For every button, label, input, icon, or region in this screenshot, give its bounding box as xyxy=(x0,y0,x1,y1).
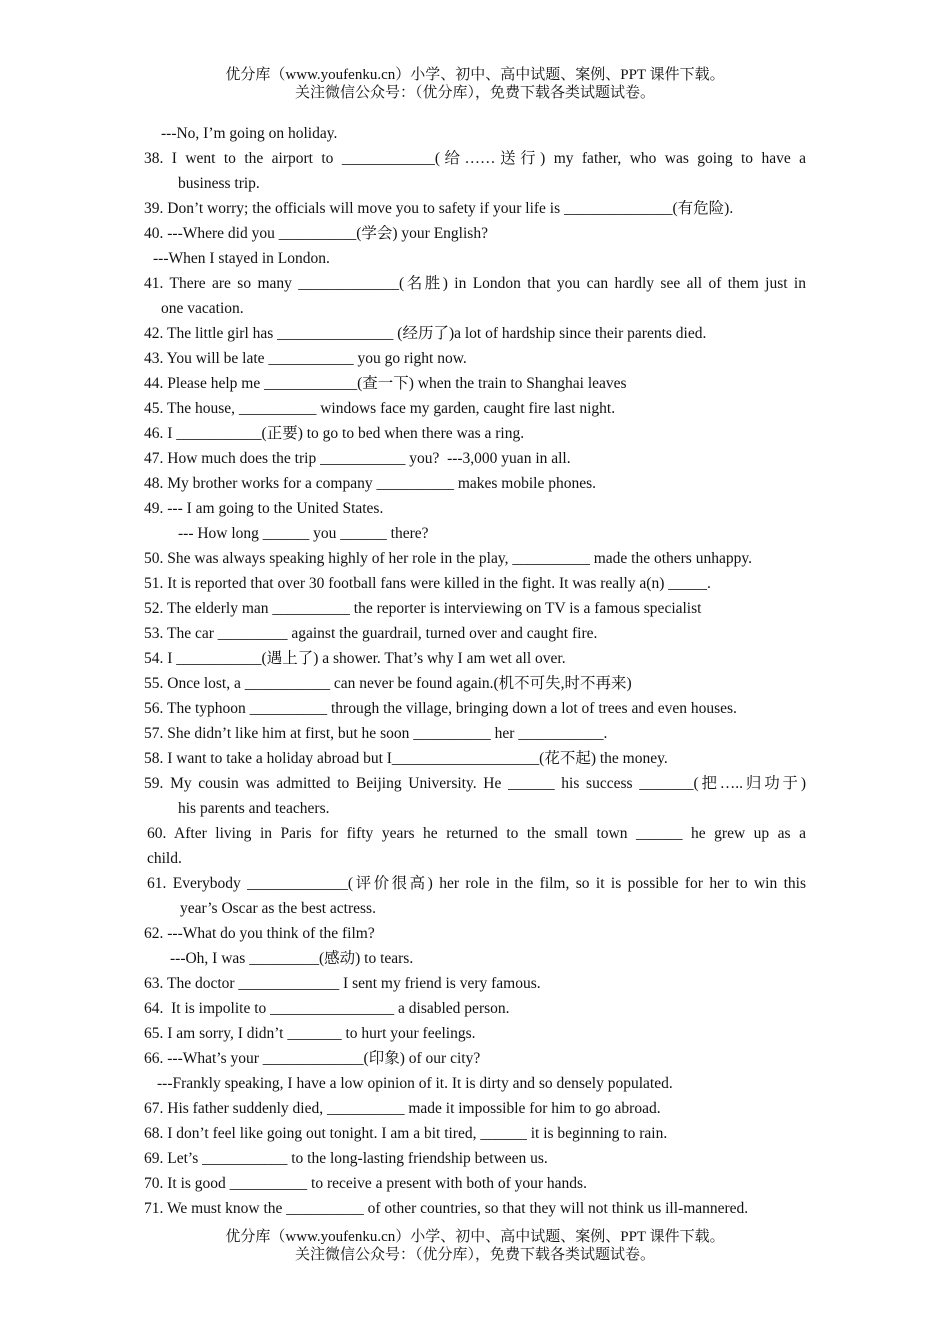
page-header xyxy=(0,66,950,102)
exercise-line: --- How long ______ you ______ there? xyxy=(178,525,429,542)
exercise-line: business trip. xyxy=(178,175,260,192)
footer-line-1: 优分库（www.youfenku.cn）小学、初中、高中试题、案例、PPT 课件下载。 xyxy=(225,1229,725,1245)
exercise-line: 46. I ___________(正要) to go to bed when there was a ring. xyxy=(144,425,525,442)
exercise-line: 63. The doctor _____________ I sent my friend is very famous. xyxy=(144,975,541,992)
exercise-line: 50. She was always speaking highly of her role in the play, __________ made the others unhappy. xyxy=(144,550,752,567)
exercise-line: 43. You will be late ___________ you go right now. xyxy=(144,350,467,367)
exercise-line: 56. The typhoon __________ through the village, bringing down a lot of trees and even houses. xyxy=(144,700,737,717)
exercise-line: 62. ---What do you think of the film? xyxy=(144,925,375,942)
exercise-line: 51. It is reported that over 30 football fans were killed in the fight. It was really a(n) _____. xyxy=(144,575,711,592)
exercise-line: 40. ---Where did you __________(学会) your English? xyxy=(144,225,488,242)
exercise-line: 61. Everybody _____________(评价很高) her role in the film, so it is possible for her to win this xyxy=(147,875,806,892)
exercise-line: 65. I am sorry, I didn’t _______ to hurt your feelings. xyxy=(144,1025,476,1042)
exercise-line: 66. ---What’s your _____________(印象) of our city? xyxy=(144,1050,481,1067)
exercise-line: 38. I went to the airport to ____________(给……送行) my father, who was going to have a xyxy=(144,150,806,167)
exercise-line: ---No, I’m going on holiday. xyxy=(161,125,338,142)
exercise-line: 52. The elderly man __________ the reporter is interviewing on TV is a famous specialist xyxy=(144,600,702,617)
exercise-line: ---Frankly speaking, I have a low opinion of it. It is dirty and so densely populated. xyxy=(157,1075,673,1092)
exercise-line: year’s Oscar as the best actress. xyxy=(180,900,376,917)
exercise-line: 47. How much does the trip ___________ you? ---3,000 yuan in all. xyxy=(144,450,571,467)
exercise-line: 57. She didn’t like him at first, but he soon __________ her ___________. xyxy=(144,725,608,742)
exercise-line: 41. There are so many _____________(名胜) in London that you can hardly see all of them just in xyxy=(144,275,806,292)
page-footer xyxy=(0,1228,950,1264)
exercise-line: 39. Don’t worry; the officials will move you to safety if your life is ______________(有危险). xyxy=(144,200,734,217)
header-line-1: 优分库（www.youfenku.cn）小学、初中、高中试题、案例、PPT 课件下载。 xyxy=(225,67,725,83)
exercise-line: 64. It is impolite to ________________ a disabled person. xyxy=(144,1000,510,1017)
exercise-line: 69. Let’s ___________ to the long-lasting friendship between us. xyxy=(144,1150,548,1167)
exercise-line: ---When I stayed in London. xyxy=(153,250,330,267)
footer-line-2: 关注微信公众号：（优分库），免费下载各类试题试卷。 xyxy=(294,1247,655,1263)
exercise-line: 54. I ___________(遇上了) a shower. That’s why I am wet all over. xyxy=(144,650,566,667)
exercise-line: 44. Please help me ____________(查一下) when the train to Shanghai leaves xyxy=(144,375,627,392)
exercise-line: 71. We must know the __________ of other countries, so that they will not think us ill-mannered. xyxy=(144,1200,749,1217)
exercise-line: ---Oh, I was _________(感动) to tears. xyxy=(170,950,414,967)
exercise-line: child. xyxy=(147,850,182,867)
exercise-line: 60. After living in Paris for fifty years he returned to the small town ______ he grew up as a xyxy=(147,825,806,842)
exercise-line: 45. The house, __________ windows face my garden, caught fire last night. xyxy=(144,400,616,417)
exercise-line: one vacation. xyxy=(161,300,244,317)
exercise-line: 70. It is good __________ to receive a present with both of your hands. xyxy=(144,1175,587,1192)
exercise-line: 55. Once lost, a ___________ can never be found again.(机不可失,时不再来) xyxy=(144,675,632,692)
exercise-line: 53. The car _________ against the guardrail, turned over and caught fire. xyxy=(144,625,598,642)
exercise-line: 42. The little girl has _______________ (经历了)a lot of hardship since their parents died. xyxy=(144,325,707,342)
exercise-line: his parents and teachers. xyxy=(178,800,330,817)
exercise-line: 58. I want to take a holiday abroad but I___________________(花不起) the money. xyxy=(144,750,668,767)
exercise-line: 59. My cousin was admitted to Beijing University. He ______ his success _______(把…..归功于) xyxy=(144,775,806,792)
exercise-line: 67. His father suddenly died, __________ made it impossible for him to go abroad. xyxy=(144,1100,661,1117)
exercise-line: 49. --- I am going to the United States. xyxy=(144,500,384,517)
exercise-line: 48. My brother works for a company __________ makes mobile phones. xyxy=(144,475,597,492)
exercise-line: 68. I don’t feel like going out tonight. I am a bit tired, ______ it is beginning to rain. xyxy=(144,1125,668,1142)
header-line-2: 关注微信公众号：（优分库），免费下载各类试题试卷。 xyxy=(294,85,655,101)
